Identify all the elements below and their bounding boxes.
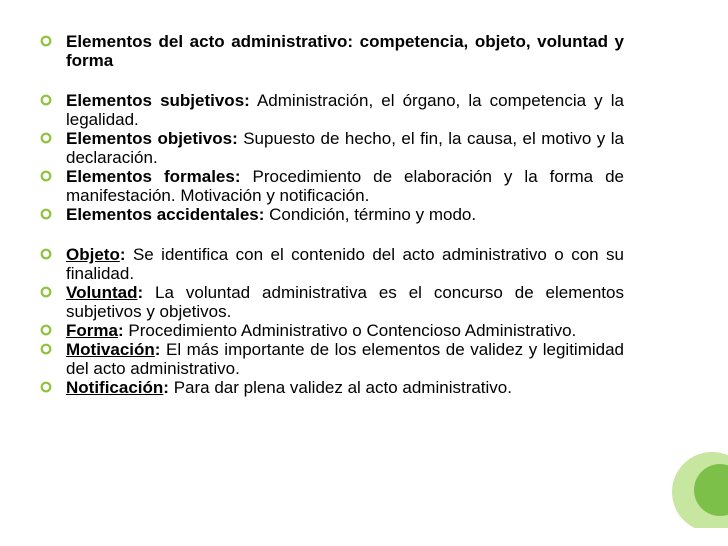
item-colon: :: [163, 378, 169, 397]
circle-bullet-icon: [40, 343, 52, 355]
list-item: [40, 283, 624, 321]
circle-bullet-icon: [40, 94, 52, 106]
item-text: La voluntad administrativa es el concurso de elementos subjetivos y objetivos.: [66, 283, 624, 321]
item-label: Elementos formales:: [66, 167, 241, 186]
list-item: [40, 340, 624, 378]
item-colon: :: [117, 321, 124, 340]
circle-bullet-icon: [40, 381, 52, 393]
item-text: Condición, término y modo.: [264, 205, 477, 224]
list-item: [40, 32, 624, 70]
item-text: Procedimiento de elaboración y la forma de manifestación. Motivación y notificación.: [66, 167, 624, 205]
list-item: [40, 91, 624, 129]
circle-bullet-icon: [40, 132, 52, 144]
item-text: Supuesto de hecho, el fin, la causa, el motivo y la declaración.: [66, 129, 624, 167]
decorative-circles-icon: [650, 452, 728, 528]
circle-bullet-icon: [40, 208, 52, 220]
item-text: Administración, el órgano, la competencia y la legalidad.: [66, 91, 624, 129]
item-label: Elementos subjetivos:: [66, 91, 250, 110]
circle-bullet-icon: [40, 170, 52, 182]
item-label: Voluntad: [66, 283, 138, 302]
bullet-list: [40, 32, 624, 397]
list-item: [40, 378, 624, 397]
item-label: Motivación: [66, 340, 155, 359]
item-colon: :: [119, 245, 126, 264]
list-item: [40, 167, 624, 205]
circle-bullet-icon: [40, 324, 52, 336]
item-label: Objeto: [66, 245, 120, 264]
item-text: Procedimiento Administrativo o Contencioso Administrativo.: [123, 321, 577, 340]
item-text: El más importante de los elementos de validez y legitimidad del acto administrativo.: [66, 340, 624, 378]
item-colon: :: [154, 340, 161, 359]
item-text: Para dar plena validez al acto administrativo.: [168, 378, 512, 397]
item-label: Elementos accidentales:: [66, 205, 265, 224]
list-item: [40, 129, 624, 167]
item-label: Elementos objetivos:: [66, 129, 238, 148]
item-label: Forma: [66, 321, 118, 340]
item-colon: :: [137, 283, 144, 302]
item-label: Notificación: [66, 378, 164, 397]
circle-bullet-icon: [40, 286, 52, 298]
item-text: Se identifica con el contenido del acto administrativo o con su finalidad.: [66, 245, 624, 283]
circle-bullet-icon: [40, 248, 52, 260]
list-item: [40, 205, 624, 224]
list-item: [40, 245, 624, 283]
list-item: [40, 321, 624, 340]
circle-bullet-icon: [40, 35, 52, 47]
item-label: Elementos del acto administrativo: competencia, objeto, voluntad y forma: [66, 32, 624, 70]
